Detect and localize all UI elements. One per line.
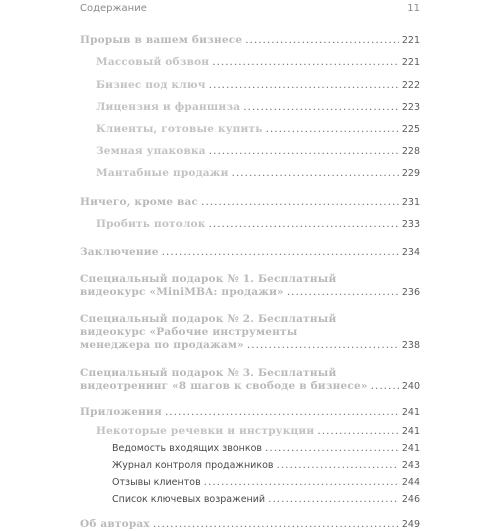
toc-entry-title: Журнал контроля продажников [112, 460, 274, 471]
toc-entry-page: 222 [401, 80, 420, 91]
toc-entry [80, 367, 420, 393]
toc-entry-page: 221 [401, 35, 420, 46]
leader-dots [317, 425, 398, 438]
toc-entry-page: 231 [401, 197, 420, 208]
toc-entry-page: 223 [401, 102, 420, 113]
toc-entry [80, 313, 420, 352]
toc-entry-page: 228 [401, 146, 420, 157]
toc-entry [80, 459, 420, 472]
toc-entry [80, 145, 420, 158]
toc-entry [80, 425, 420, 438]
toc-entry-title: Клиенты, готовые купить [96, 123, 263, 135]
leader-dots [204, 476, 399, 489]
toc-entry-page: 233 [401, 219, 420, 230]
toc-entry-title: Пробить потолок [96, 218, 206, 230]
toc-entry-title-line: Специальный подарок № 1. Бесплатный [80, 273, 337, 285]
leader-dots [165, 406, 399, 419]
toc-entry-title: Список ключевых возражений [112, 494, 266, 505]
toc-entry [80, 167, 420, 180]
toc-entry-title: Бизнес под ключ [96, 79, 206, 91]
toc-entry-title: Ведомость входящих звонков [112, 443, 263, 454]
running-head [80, 3, 420, 17]
toc-entry [80, 123, 420, 136]
toc-entry [80, 218, 420, 231]
toc-entry [80, 196, 420, 209]
leader-dots [371, 380, 399, 393]
leader-dots [162, 246, 399, 259]
toc-entry-title: Мантабные продажи [96, 167, 229, 179]
toc-entry-page: 246 [401, 494, 420, 505]
toc-entry-page: 243 [401, 460, 420, 471]
toc-entry-title: Земная упаковка [96, 145, 206, 157]
leader-dots [209, 79, 399, 92]
toc-entry-title-line: Специальный подарок № 3. Бесплатный [80, 367, 337, 379]
toc-entry [80, 101, 420, 114]
toc-entry-title: Лицензия и франшиза [96, 101, 241, 113]
leader-dots [209, 218, 399, 231]
toc-entry [80, 442, 420, 455]
toc-entry-page: 241 [401, 426, 420, 437]
leader-dots [287, 286, 399, 299]
toc-entry [80, 476, 420, 489]
toc-entry-page: 240 [401, 381, 420, 392]
toc-entry-title: видеотренинг «8 шагов к свободе в бизнесе» [80, 380, 368, 392]
leader-dots [201, 196, 399, 209]
toc-entry-page: 236 [401, 287, 420, 298]
leader-dots [247, 339, 399, 352]
toc-entry [80, 56, 420, 69]
toc-entry-page: 244 [401, 477, 420, 488]
toc-entry-page: 241 [401, 407, 420, 418]
toc-entry-title-line: видеокурс «Рабочие инструменты [80, 326, 298, 338]
toc-entry-page: 221 [401, 57, 420, 68]
toc-entry-title: Прорыв в вашем бизнесе [80, 34, 243, 46]
toc-entry [80, 406, 420, 419]
toc-entry-title: Массовый обзвон [96, 56, 210, 68]
toc-entry-page: 234 [401, 247, 420, 258]
toc-entry-title-line: Специальный подарок № 2. Бесплатный [80, 313, 337, 325]
leader-dots [232, 167, 399, 180]
toc-entry [80, 34, 420, 47]
page-number: 11 [407, 3, 420, 14]
toc-entry-page: 225 [401, 124, 420, 135]
toc-entry-title: Заключение [80, 246, 159, 258]
toc-entry [80, 518, 420, 531]
leader-dots [243, 101, 399, 114]
leader-dots [212, 56, 399, 69]
toc-entry-title: Отзывы клиентов [112, 477, 201, 488]
leader-dots [266, 123, 399, 136]
leader-dots [265, 442, 399, 455]
toc-entry [80, 273, 420, 299]
running-head-title: Содержание [80, 3, 147, 14]
toc-entry [80, 246, 420, 259]
leader-dots [245, 34, 399, 47]
toc-entry-title: Некоторые речевки и инструкции [96, 425, 315, 437]
toc-entry-title: менеджера по продажам» [80, 339, 244, 351]
toc-entry-title: Ничего, кроме вас [80, 196, 199, 208]
leader-dots [209, 145, 399, 158]
leader-dots [153, 518, 399, 531]
toc-entry-page: 249 [401, 519, 420, 530]
leader-dots [277, 459, 399, 472]
toc-entry-page: 229 [401, 168, 420, 179]
toc-entry-page: 241 [401, 443, 420, 454]
toc-entry-title: Приложения [80, 406, 162, 418]
toc-entry-title: Об авторах [80, 518, 150, 530]
toc-entry-page: 238 [401, 340, 420, 351]
toc-entry-title: видеокурс «MiniMBA: продажи» [80, 286, 284, 298]
toc-entry [80, 79, 420, 92]
